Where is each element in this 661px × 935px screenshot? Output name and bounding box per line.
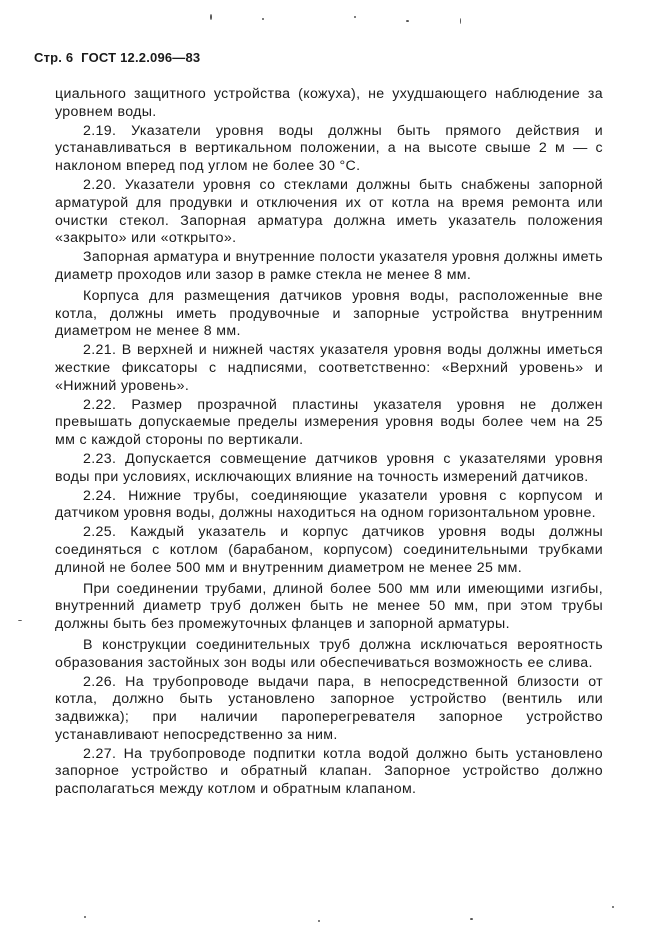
clause-2-25-bends: При соединении трубами, длиной более 500 мм или имеющими изгибы, внутренний диаметр труб должен быть не менее 50 мм, при этом трубы должны быть без промежуточных фланцев и запорной арматуры. <box>55 580 603 633</box>
scan-speck <box>84 916 86 918</box>
scan-speck <box>406 20 409 22</box>
scan-speck <box>318 920 320 922</box>
document-body <box>55 86 603 800</box>
clause-2-23: 2.23. Допускается совмещение датчиков уровня с указателями уровня воды при условиях, исключающих влияние на точность измерений датчиков. <box>55 450 603 485</box>
page-number: Стр. 6 <box>34 50 74 65</box>
clause-2-27: 2.27. На трубопроводе подпитки котла водой должно быть установлено запорное устройство и обратный клапан. Запорное устройство должно располагаться между котлом и обратным клапаном. <box>55 745 603 798</box>
paragraph-continuation: циального защитного устройства (кожуха), не ухудшающего наблюдение за уровнем воды. <box>55 86 603 120</box>
scan-speck <box>354 16 356 18</box>
clause-2-21: 2.21. В верхней и нижней частях указателя уровня воды должны иметься жесткие фиксаторы с надписями, соответственно: «Верхний уровень» и «Нижний уровень». <box>55 342 603 394</box>
scan-speck <box>262 18 264 20</box>
clause-2-20-shutoff: Запорная арматура и внутренние полости указателя уровня должны иметь диаметр проходов или зазор в рамке стекла не менее 8 мм. <box>55 249 603 283</box>
scan-speck <box>612 906 614 908</box>
clause-2-19: 2.19. Указатели уровня воды должны быть прямого действия и устанавливаться в вертикальном положении, а на высоте свыше 2 м — с наклоном вперед под углом не более 30 °С. <box>55 122 603 175</box>
clause-2-26: 2.26. На трубопроводе выдачи пара, в непосредственной близости от котла, должно быть установлено запорное устройство (вентиль или задвижка); при наличии пароперегревателя запорное устройство устанавливают непосредственно за ним. <box>55 673 603 743</box>
scan-speck <box>460 18 461 24</box>
scan-speck <box>18 620 22 621</box>
clause-2-20-housings: Корпуса для размещения датчиков уровня воды, расположенные вне котла, должны иметь продувочные и запорные устройства внутренним диаметром не менее 8 мм. <box>55 287 603 340</box>
scan-speck <box>210 14 212 20</box>
clause-2-25-stagnant: В конструкции соединительных труб должна исключаться вероятность образования застойных зон воды или обеспечиваться возможность ее слива. <box>55 636 603 671</box>
clause-2-25: 2.25. Каждый указатель и корпус датчиков уровня воды должны соединяться с котлом (барабаном, корпусом) соединительными трубками длиной не более 500 мм и внутренним диаметром не менее 25 мм. <box>55 524 603 576</box>
clause-2-20: 2.20. Указатели уровня со стеклами должны быть снабжены запорной арматурой для продувки и отключения их от котла на время ремонта или очистки стекол. Запорная арматура должна иметь указатель положения «закрыто» или «открыто». <box>55 176 603 247</box>
scan-speck <box>470 918 473 920</box>
page-header <box>34 50 204 65</box>
standard-code: ГОСТ 12.2.096—83 <box>81 50 201 65</box>
clause-2-24: 2.24. Нижние трубы, соединяющие указатели уровня с корпусом и датчиком уровня воды, должны находиться на одном горизонтальном уровне. <box>55 487 603 522</box>
clause-2-22: 2.22. Размер прозрачной пластины указателя уровня не должен превышать допускаемые пределы измерения уровня воды более чем на 25 мм с каждой стороны по вертикали. <box>55 396 603 449</box>
